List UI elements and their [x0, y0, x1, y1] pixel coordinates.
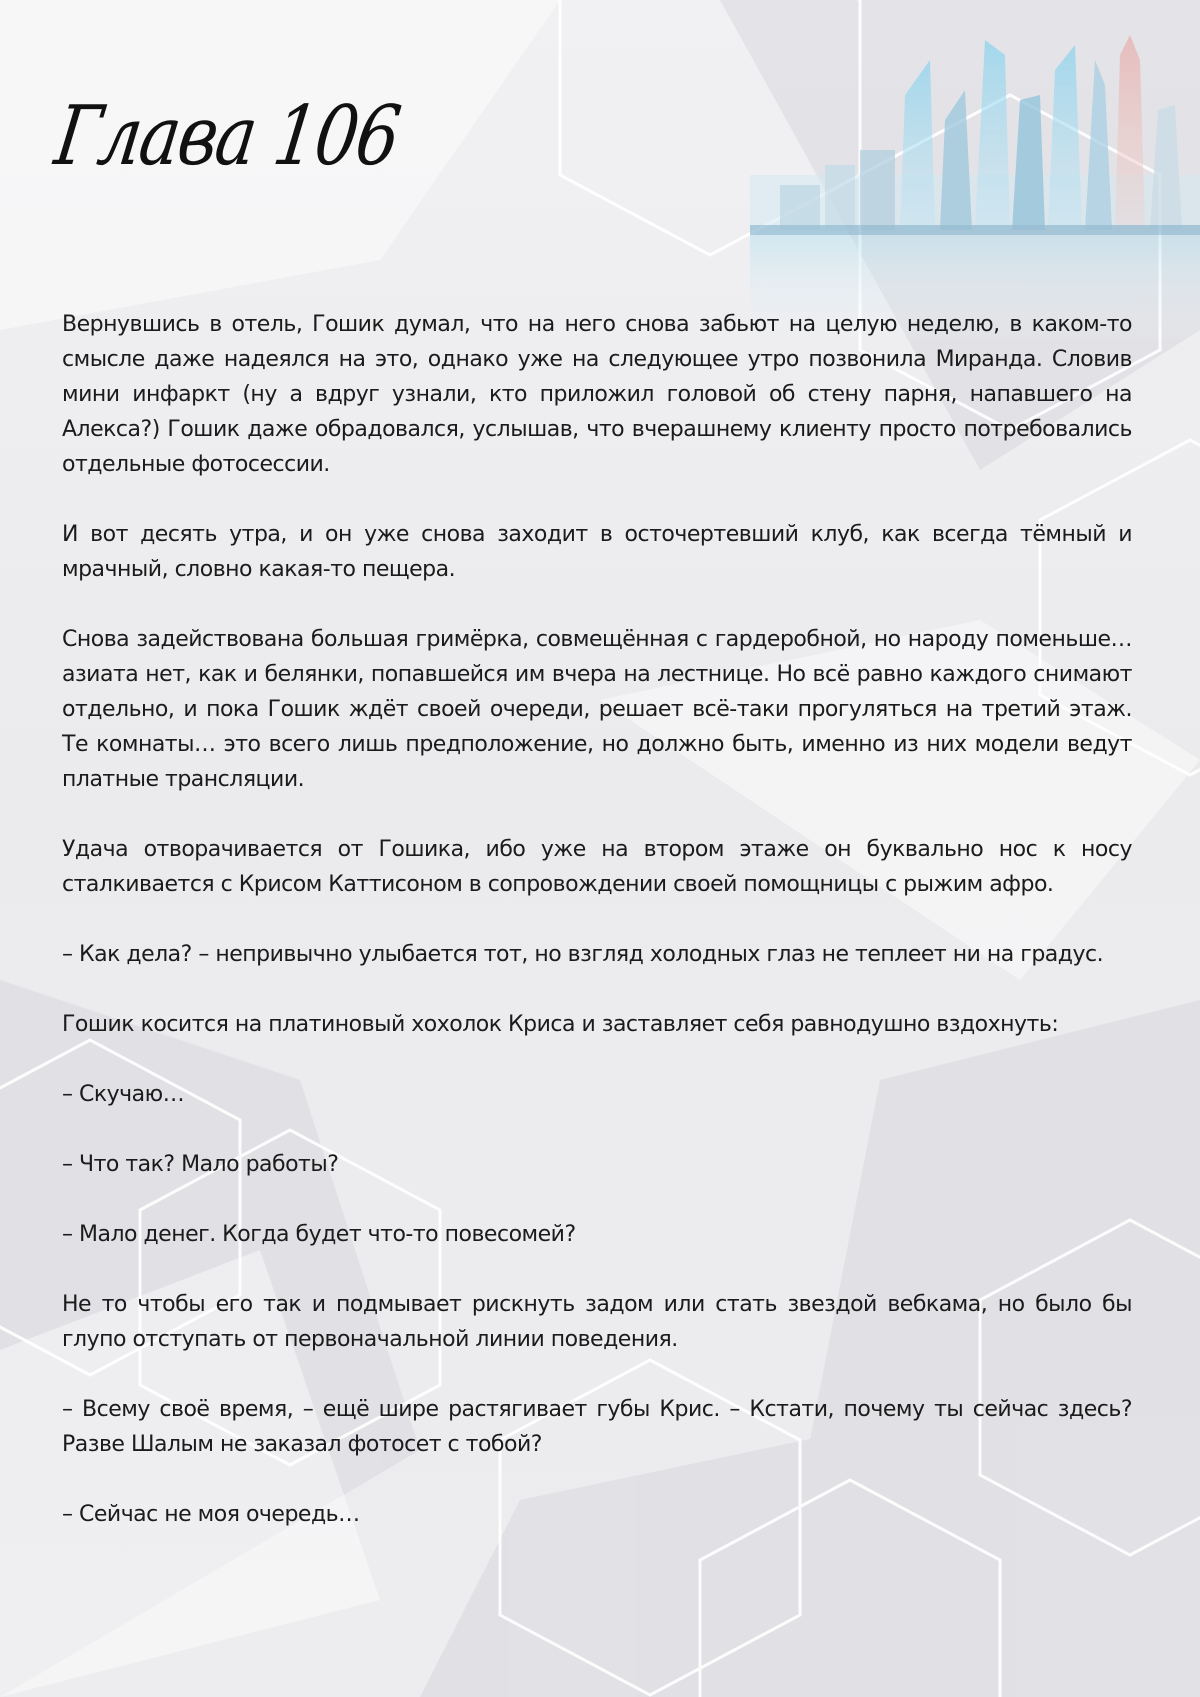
- paragraph: – Как дела? – непривычно улыбается тот, но взгляд холодных глаз не теплеет ни на градус.: [62, 942, 1104, 967]
- paragraph: И вот десять утра, и он уже снова заходит в осточертевший клуб, как всегда тёмный и мрачный, словно какая-то пещера.: [62, 522, 1132, 582]
- paragraph: Гошик косится на платиновый хохолок Криса и заставляет себя равнодушно вздохнуть:: [62, 1012, 1059, 1037]
- paragraph: Удача отворачивается от Гошика, ибо уже на втором этаже он буквально нос к носу сталкивается с Крисом Каттисоном в сопровождении своей помощницы с рыжим афро.: [62, 837, 1132, 897]
- paragraph: – Всему своё время, – ещё шире растягивает губы Крис. – Кстати, почему ты сейчас здесь? Разве Шалым не заказал фотосет с тобой?: [62, 1397, 1132, 1457]
- dialogue-line: – Мало денег. Когда будет что-то повесомей?: [62, 1222, 576, 1247]
- dialogue-line: – Что так? Мало работы?: [62, 1152, 339, 1177]
- chapter-title: Глава 106: [49, 89, 405, 184]
- dialogue-line: – Сейчас не моя очередь…: [62, 1502, 360, 1527]
- paragraph: Вернувшись в отель, Гошик думал, что на него снова забьют на целую неделю, в каком-то смысле даже надеялся на это, однако уже на следующее утро позвонила Миранда. Словив мини инфаркт (ну а вдруг узнали, кто приложил головой об стену парня, напавшего на Алекса?) Гошик даже обрадовался, услышав, что вчерашнему клиенту просто потребовались отдельные фотосессии.: [62, 312, 1132, 477]
- chapter-text: [62, 307, 1132, 1567]
- dialogue-line: – Скучаю…: [62, 1082, 185, 1107]
- paragraph: Снова задействована большая гримёрка, совмещённая с гардеробной, но народу поменьше… азиата нет, как и белянки, попавшейся им вчера на лестнице. Но всё равно каждого снимают отдельно, и пока Гошик ждёт своей очереди, решает всё-таки прогуляться на третий этаж. Те комнаты… это всего лишь предположение, но должно быть, именно из них модели ведут платные трансляции.: [62, 627, 1132, 792]
- paragraph: Не то чтобы его так и подмывает рискнуть задом или стать звездой вебкама, но было бы глупо отступать от первоначальной линии поведения.: [62, 1292, 1132, 1352]
